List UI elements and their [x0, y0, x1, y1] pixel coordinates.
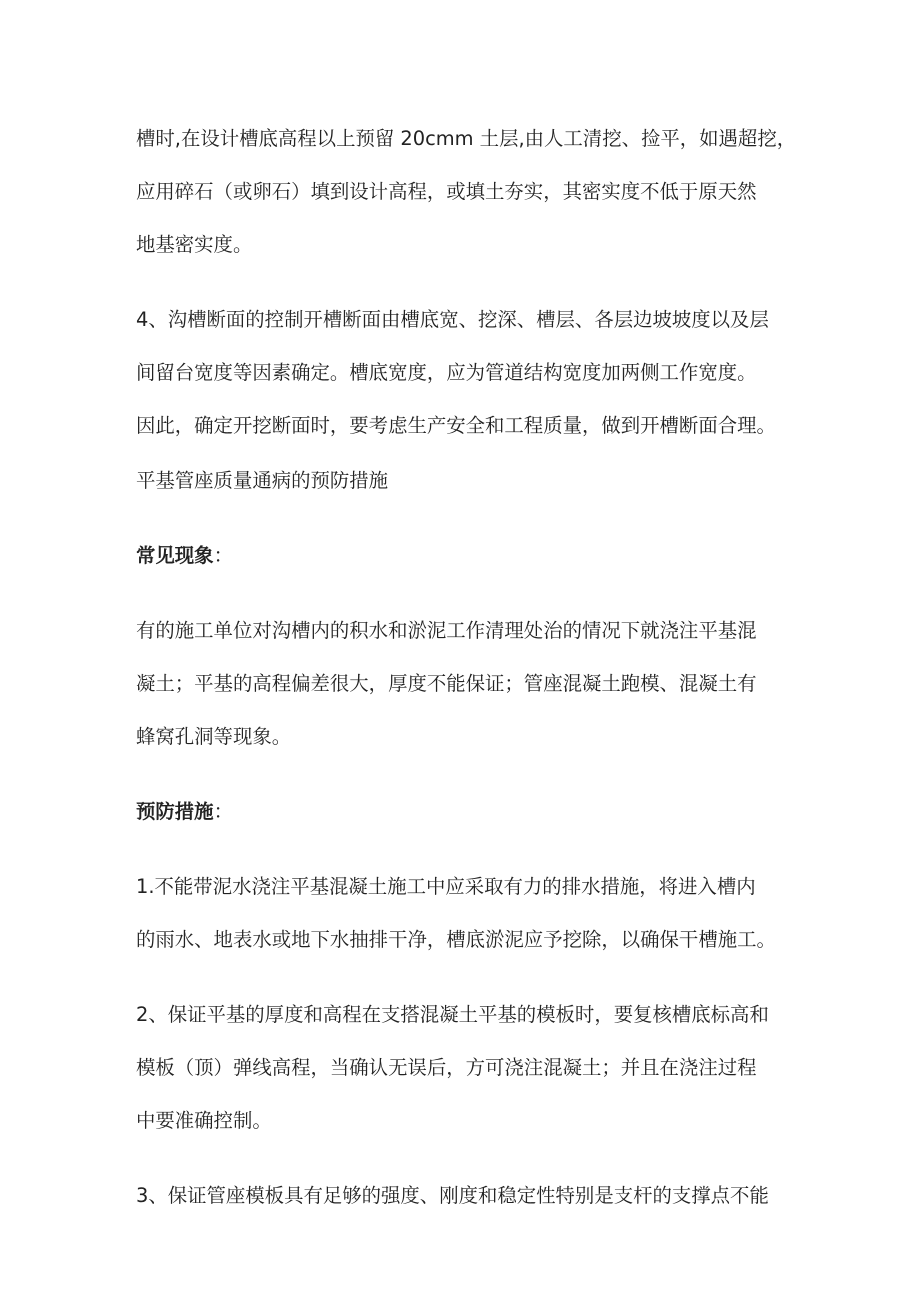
paragraph-measure-3 — [136, 1169, 800, 1222]
text-line: 有的施工单位对沟槽内的积水和淤泥工作清理处治的情况下就浇注平基混 — [136, 619, 757, 642]
phenomena-label — [136, 529, 800, 582]
phenomena-label-text: 常见现象 — [136, 544, 214, 567]
text-line: 应用碎石（或卵石）填到设计高程，或填土夯实，其密实度不低于原天然 — [136, 180, 757, 203]
label-colon: ： — [213, 544, 233, 567]
label-colon: ： — [213, 800, 233, 823]
text-line: 中要准确控制。 — [136, 1109, 272, 1132]
text-line: 凝土；平基的高程偏差很大，厚度不能保证；管座混凝土跑模、混凝土有 — [136, 672, 757, 695]
paragraph-measure-2 — [136, 988, 800, 1147]
measures-label-text: 预防措施 — [136, 800, 214, 823]
text-line: 模板（顶）弹线高程，当确认无误后，方可浇注混凝土；并且在浇注过程 — [136, 1056, 757, 1079]
measures-label — [136, 785, 800, 838]
paragraph-excavation — [136, 112, 800, 271]
paragraph-trench-section — [136, 293, 800, 452]
text-line: 3、保证管座模板具有足够的强度、刚度和稳定性特别是支杆的支撑点不能 — [136, 1184, 769, 1207]
text-line: 的雨水、地表水或地下水抽排干净，槽底淤泥应予挖除，以确保干槽施工。 — [136, 928, 776, 951]
paragraph-measure-1 — [136, 860, 800, 966]
text-line: 1.不能带泥水浇注平基混凝土施工中应采取有力的排水措施，将进入槽内 — [136, 875, 756, 898]
text-line: 槽时,在设计槽底高程以上预留 20cmm 土层,由人工清挖、捡平，如遇超挖， — [136, 127, 797, 150]
text-line: 因此，确定开挖断面时，要考虑生产安全和工程质量，做到开槽断面合理。 — [136, 414, 776, 437]
text-line: 4、沟槽断面的控制开槽断面由槽底宽、挖深、槽层、各层边坡坡度以及层 — [136, 308, 769, 331]
text-line: 蜂窝孔洞等现象。 — [136, 725, 292, 748]
paragraph-phenomena — [136, 604, 800, 763]
text-line: 2、保证平基的厚度和高程在支搭混凝土平基的模板时，要复核槽底标高和 — [136, 1003, 769, 1026]
document-page — [136, 112, 800, 1222]
text-line: 地基密实度。 — [136, 233, 253, 256]
section-heading: 平基管座质量通病的预防措施 — [136, 469, 389, 492]
text-line: 间留台宽度等因素确定。槽底宽度，应为管道结构宽度加两侧工作宽度。 — [136, 361, 757, 384]
